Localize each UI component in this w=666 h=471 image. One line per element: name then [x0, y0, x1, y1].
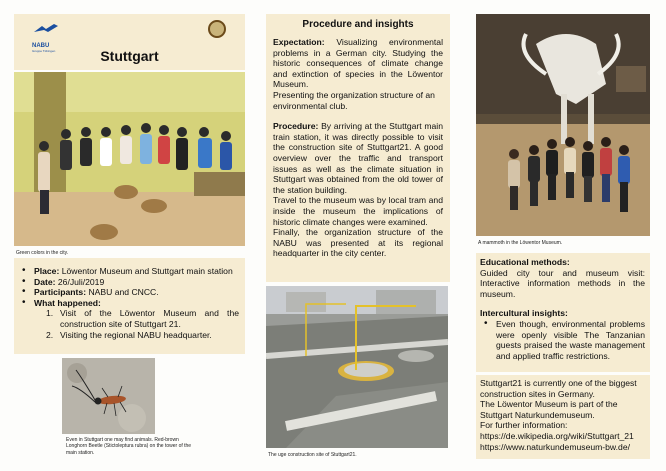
mammoth-photo	[476, 14, 650, 236]
intercultural-title: Intercultural insights:	[480, 308, 568, 319]
logo-text: NABU	[32, 43, 50, 49]
beetle-photo	[62, 358, 155, 434]
construction-site-photo	[266, 286, 448, 448]
section-title: Procedure and insights	[302, 19, 414, 30]
info-line: The Löwentor Museum is part of the Stuttgart Naturkundemuseum.	[480, 399, 618, 420]
fact-participants: • Participants: NABU and CNCC.	[18, 287, 239, 298]
info-panel	[476, 375, 650, 459]
beetle-photo-caption: Even in Stuttgart one may find animals. Red-brown Longhorn Beetle (Stictoleptura rubra) on the tower of the main station.	[66, 437, 192, 456]
fact-date: • Date: 26/Juli/2019	[18, 277, 239, 288]
wikipedia-link[interactable]: https://de.wikipedia.org/wiki/Stuttgart_21	[480, 430, 634, 441]
info-line: For further information:	[480, 420, 568, 431]
group-photo-caption: Green colors in the city.	[16, 250, 69, 256]
event-list	[34, 308, 239, 340]
event-item: 2. Visiting the regional NABU headquarter.	[46, 329, 212, 340]
methods-panel	[476, 253, 650, 372]
museum-link[interactable]: https://www.naturkundemuseum-bw.de/	[480, 441, 630, 452]
event-item: 1. Visit of the Löwentor Museum and the construction site of Stuttgart 21.	[46, 308, 239, 329]
procedure-panel	[266, 14, 450, 282]
edu-methods-title: Educational methods:	[480, 257, 570, 267]
fact-list	[18, 266, 239, 308]
intercultural-item: • Even though, environmental problems were openly visible The Tanzanian guests praised the waste management and applied traffic restrictions.	[480, 319, 645, 361]
fact-what-happened: • What happened:	[18, 298, 239, 309]
nabu-logo	[32, 22, 60, 53]
fact-place: • Place: Löwentor Museum and Stuttgart main station	[18, 266, 239, 277]
left-header-panel	[14, 14, 245, 70]
group-photo	[14, 72, 245, 246]
page-title: Stuttgart	[100, 48, 159, 64]
club-seal-icon	[208, 20, 226, 38]
procedure-text: Procedure: By arriving at the Stuttgart main train station, it was directly possible to visit the construction site of Stuttgart21. A good overview over the traffic and transport issues as well as the climate situation in Stuttgart was obtained from the old tower of the station building.	[273, 121, 443, 195]
procedure-text-3: Finally, the organization structure of the NABU was presented at its regional headquarter in the city center.	[273, 227, 443, 259]
logo-subtext: Gruppe Tübingen	[32, 49, 56, 53]
edu-methods-text: Guided city tour and museum visit: Interactive information methods in the museum.	[480, 267, 645, 299]
procedure-text-2: Travel to the museum was by local tram and inside the museum the implications of historic climate changes were examined.	[273, 195, 443, 227]
info-line: Stuttgart21 is currently one of the biggest construction sites in Germany.	[480, 378, 637, 399]
bird-icon	[32, 22, 60, 38]
left-facts-panel	[14, 258, 245, 354]
construction-photo-caption: The uge construction site of Stuttgart21.	[268, 452, 357, 458]
expectation-text-2: Presenting the organization structure of an environmental club.	[273, 89, 435, 111]
intercultural-list	[480, 319, 645, 361]
mammoth-photo-caption: A mammoth in the Löwentor Museum.	[478, 240, 563, 246]
expectation-text: Expectation: Visualizing environmental problems in a German city. Studying the historic consequences of climate change and extinction of species in the Löwentor Museum.	[273, 37, 443, 90]
